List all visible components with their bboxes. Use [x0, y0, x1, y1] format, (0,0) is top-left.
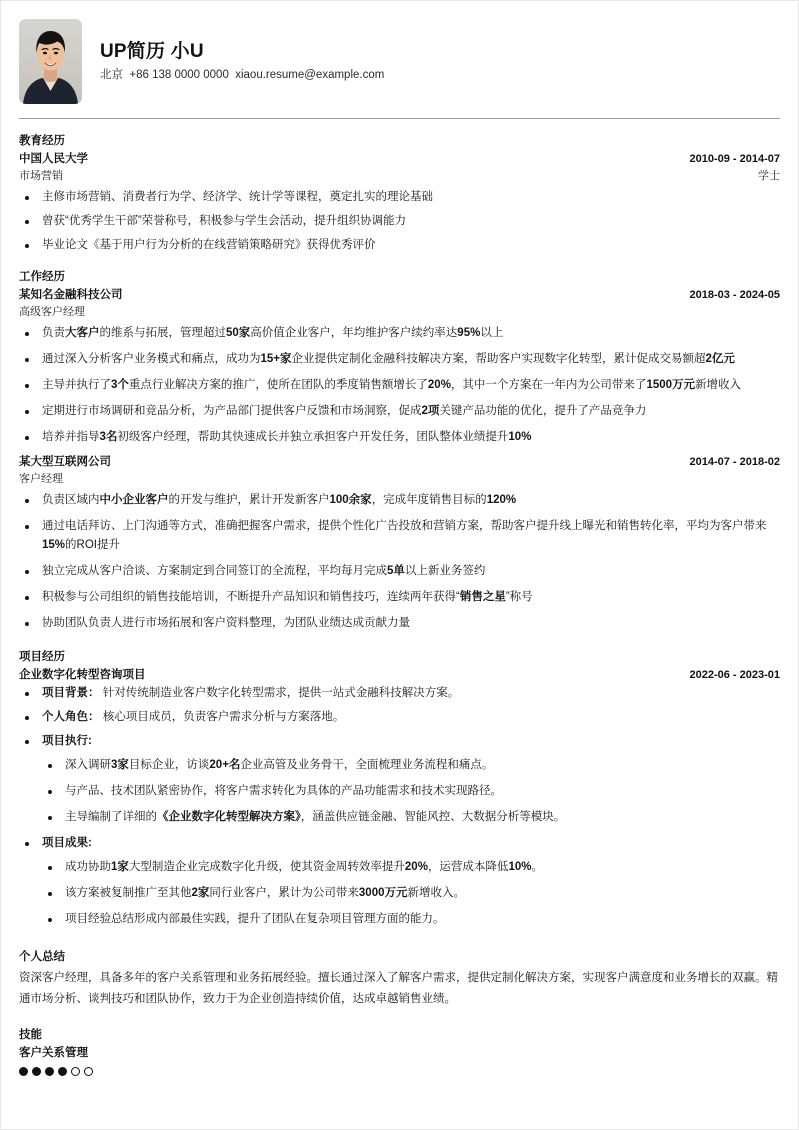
list-item-text: 负责区域内中小企业客户的开发与维护，累计开发新客户100余家，完成年度销售目标的120%: [42, 494, 517, 506]
list-item: [19, 376, 780, 395]
education-bullets: [19, 188, 780, 255]
education-entry-sub: [19, 168, 780, 185]
education-entry: [19, 151, 780, 255]
sub-bullet-list: [42, 756, 780, 827]
list-item: [19, 588, 780, 607]
header-divider: [19, 118, 780, 119]
section-work: [19, 269, 780, 633]
list-item: [19, 402, 780, 421]
spacer: [19, 640, 780, 649]
portrait-photo: [19, 19, 82, 104]
project-name: 企业数字化转型咨询项目: [19, 669, 146, 681]
work-entry: [19, 454, 780, 633]
list-item-text: 项目背景： 针对传统制造业客户数字化转型需求，提供一站式金融科技解决方案。: [42, 687, 460, 699]
work-entry: [19, 287, 780, 447]
skill-rating: [19, 1067, 780, 1076]
list-item-text: 项目执行:: [42, 735, 92, 747]
skill-dot-filled: [32, 1067, 41, 1076]
resume-header: [19, 1, 780, 118]
project-bullets: [19, 684, 780, 929]
sub-list-item: [42, 910, 780, 929]
skill-dot-empty: [71, 1067, 80, 1076]
section-title-skills: 技能: [19, 1029, 42, 1041]
education-date: 2010-09 - 2014-07: [689, 153, 780, 165]
spacer: [19, 936, 780, 949]
list-item-text: 通过电话拜访、上门沟通等方式，准确把握客户需求，提供个性化广告投放和营销方案，帮助客户提升线上曝光和销售转化率，平均为客户带来15%的ROI提升: [42, 520, 767, 551]
list-item-text: 曾获“优秀学生干部”荣誉称号，积极参与学生会活动，提升组织协调能力: [42, 215, 407, 227]
sub-list-item-text: 与产品、技术团队紧密协作，将客户需求转化为具体的产品功能需求和技术实现路径。: [65, 785, 502, 797]
section-summary: [19, 949, 780, 1010]
section-title-summary: 个人总结: [19, 951, 65, 963]
summary-text: 资深客户经理，具备多年的客户关系管理和业务拓展经验。擅长通过深入了解客户需求，提供定制化解决方案，实现客户满意度和业务增长的双赢。精通市场分析、谈判技巧和团队协作，致力于为企业创造持续价值，达成卓越销售业绩。: [19, 972, 778, 1005]
project-entry-head: [19, 667, 780, 684]
list-item: [19, 428, 780, 447]
list-item: [19, 236, 780, 255]
education-school: 中国人民大学: [19, 153, 88, 165]
list-item-text: 积极参与公司组织的销售技能培训，不断提升产品知识和销售技巧，连续两年获得“销售之星”称号: [42, 591, 533, 603]
sub-list-item: [42, 808, 780, 827]
list-item: [19, 517, 780, 555]
skill-name: 客户关系管理: [19, 1047, 88, 1059]
education-entry-head: [19, 151, 780, 168]
candidate-name: UP简历 小U: [100, 40, 204, 62]
sub-list-item-text: 主导编制了详细的《企业数字化转型解决方案》，涵盖供应链金融、智能风控、大数据分析等模块。: [65, 811, 566, 823]
list-item-text: 独立完成从客户洽谈、方案制定到合同签订的全流程，平均每月完成5单以上新业务签约: [42, 565, 486, 577]
contact-line: 北京 +86 138 0000 0000 xiaou.resume@example.com: [100, 68, 385, 81]
spacer: [19, 1014, 780, 1027]
sub-list-item-text: 项目经验总结形成内部最佳实践，提升了团队在复杂项目管理方面的能力。: [65, 913, 445, 925]
list-item: [19, 732, 780, 827]
skills-list: [19, 1045, 780, 1076]
sub-list-item: [42, 858, 780, 877]
work-date: 2014-07 - 2018-02: [689, 456, 780, 468]
identity-block: [100, 42, 384, 82]
work-entry-head: [19, 454, 780, 471]
section-title-education: 教育经历: [19, 135, 65, 147]
skill-dot-empty: [84, 1067, 93, 1076]
project-date: 2022-06 - 2023-01: [689, 669, 780, 681]
list-item-text: 个人角色： 核心项目成员，负责客户需求分析与方案落地。: [42, 711, 345, 723]
section-title-project: 项目经历: [19, 651, 65, 663]
list-item-text: 负责大客户的维系与拓展，管理超过50家高价值企业客户，年均维护客户续约率达95%以上: [42, 327, 504, 339]
work-entry-sub: [19, 471, 780, 488]
list-item-text: 主修市场营销、消费者行为学、经济学、统计学等课程，奠定扎实的理论基础: [42, 191, 433, 203]
list-item-text: 主导并执行了3个重点行业解决方案的推广，使所在团队的季度销售额增长了20%，其中一个方案在一年内为公司带来了1500万元新增收入: [42, 379, 742, 391]
list-item: [19, 188, 780, 207]
work-entry-head: [19, 287, 780, 304]
list-item: [19, 708, 780, 727]
work-date: 2018-03 - 2024-05: [689, 289, 780, 301]
list-item: [19, 350, 780, 369]
project-entry: [19, 667, 780, 929]
list-item-text: 项目成果:: [42, 837, 92, 849]
sub-list-item-text: 深入调研3家目标企业，访谈20+名企业高管及业务骨干，全面梳理业务流程和痛点。: [65, 759, 494, 771]
list-item-text: 协助团队负责人进行市场拓展和客户资料整理，为团队业绩达成贡献力量: [42, 617, 410, 629]
list-item: [19, 684, 780, 703]
list-item: [19, 562, 780, 581]
spacer: [19, 260, 780, 269]
list-item: [19, 212, 780, 231]
list-item: [19, 834, 780, 929]
list-item-text: 定期进行市场调研和竞品分析，为产品部门提供客户反馈和市场洞察，促成2项关键产品功能的优化，提升了产品竞争力: [42, 405, 647, 417]
education-degree: 学士: [758, 170, 780, 182]
sub-bullet-list: [42, 858, 780, 929]
work-company: 某知名金融科技公司: [19, 289, 123, 301]
work-jobs-container: [19, 287, 780, 633]
sub-list-item: [42, 756, 780, 775]
section-education: [19, 133, 780, 255]
skill-dot-filled: [19, 1067, 28, 1076]
sub-list-item: [42, 884, 780, 903]
education-major: 市场营销: [19, 170, 63, 182]
skill-dot-filled: [45, 1067, 54, 1076]
sub-list-item: [42, 782, 780, 801]
sub-list-item-text: 成功协助1家大型制造企业完成数字化升级，使其资金周转效率提升20%，运营成本降低10%。: [65, 861, 543, 873]
work-company: 某大型互联网公司: [19, 456, 111, 468]
section-skills: [19, 1027, 780, 1076]
list-item: [19, 491, 780, 510]
work-role: 高级客户经理: [19, 306, 85, 318]
section-project: [19, 649, 780, 929]
section-title-work: 工作经历: [19, 271, 65, 283]
skill-dot-filled: [58, 1067, 67, 1076]
list-item: [19, 614, 780, 633]
list-item-text: 毕业论文《基于用户行为分析的在线营销策略研究》获得优秀评价: [42, 239, 376, 251]
list-item-text: 通过深入分析客户业务模式和痛点，成功为15+家企业提供定制化金融科技解决方案，帮助客户实现数字化转型，累计促成交易额超2亿元: [42, 353, 735, 365]
work-bullets: [19, 491, 780, 633]
list-item-text: 培养并指导3名初级客户经理，帮助其快速成长并独立承担客户开发任务，团队整体业绩提升10%: [42, 431, 532, 443]
work-role: 客户经理: [19, 473, 63, 485]
work-entry-sub: [19, 304, 780, 321]
work-bullets: [19, 324, 780, 447]
list-item: [19, 324, 780, 343]
sub-list-item-text: 该方案被复制推广至其他2家同行业客户，累计为公司带来3000万元新增收入。: [65, 887, 465, 899]
